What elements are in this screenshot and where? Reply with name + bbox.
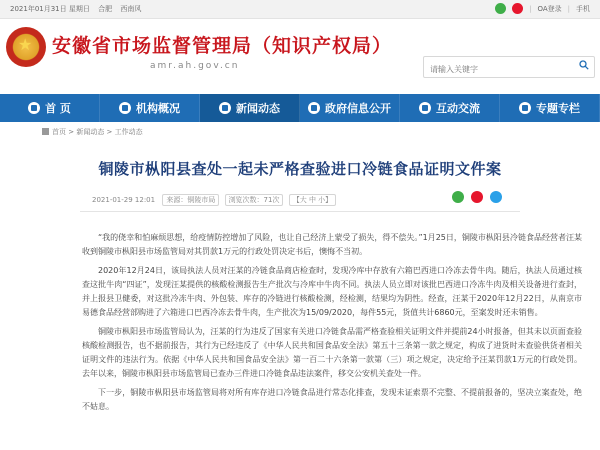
weather-text: 合肥	[98, 5, 113, 13]
site-title[interactable]: 安徽省市场监督管理局（知识产权局）	[52, 35, 393, 57]
search-icon[interactable]	[579, 60, 589, 70]
paragraph: 下一步，铜陵市枞阳县市场监管局将对所有库存进口冷链食品进行常态化排查，发现未证索票不完整、不提前报备的，坚决立案查处，绝不姑息。	[82, 388, 582, 411]
paragraph: “我的侥幸和怕麻烦思想，给疫情防控增加了风险，也让自己经济上蒙受了损失，得不偿失。”1月25日，铜陵市枞阳县冷链食品经营者汪某收到铜陵市枞阳县市场监管局对其罚款1万元的行政处罚决定书后，懊悔不当初。	[82, 233, 582, 256]
mobile-link[interactable]: 手机	[576, 4, 590, 13]
date-text: 2021年01月31日 星期日	[10, 5, 90, 13]
top-utility-bar	[0, 0, 600, 19]
nav-home[interactable]	[0, 94, 100, 122]
breadcrumb	[42, 127, 143, 137]
date-weather	[10, 4, 147, 14]
views-count: 浏览次数：71次	[225, 194, 284, 206]
search-box[interactable]	[423, 56, 595, 78]
search-input[interactable]	[424, 61, 576, 79]
paragraph: 铜陵市枞阳县市场监管局认为，汪某的行为违反了国家有关进口冷链食品需严格查验相关证明文件并提前24小时报备，但其未以页面查验核酸检测报告，也不据前报告，其行为已经违反了《中华人民共和国食品安全法》第五十三条第一款之规定，构成了进货时未查验供货者相关证明文件的违法行为。依据《中华人民共和国食品安全法》第一百二十六条第一款第（三）项之规定，决定给予汪某罚款1万元的行政处罚。去年以来，铜陵市枞阳县市场监管局已查办三件进口冷链食品违法案件，移交公安机关查处一件。	[82, 327, 582, 378]
nav-label: 新闻动态	[236, 102, 280, 115]
nav-label: 政府信息公开	[325, 102, 391, 115]
topic-icon	[519, 102, 531, 114]
paragraph: 2020年12月24日，该局执法人员对汪某的冷链食品商店检查时，发现冷库中存放有六箱巴西进口冷冻去骨牛肉。随后，执法人员通过核查这批牛肉“四证”，发现汪某提供的核酸检测报告生产批次与冷库中牛肉不同。执法人员立即对该批巴西进口冷冻牛肉及相关设备进行查封，并上报县卫健委，对这批冷冻牛肉、外包装、库存的冷链进行核酸检测，经检测，结果均为阴性。经查，汪某于2020年12月22日，从南京市易德食品经营部购进了六箱进口巴西冷冻去骨牛肉，生产批次为15/09/2020，每件55元，货值共计6860元，至案发时还未销售。	[82, 266, 582, 317]
building-icon	[119, 102, 131, 114]
chat-icon	[419, 102, 431, 114]
oa-login-link[interactable]: OA登录	[537, 4, 562, 13]
article-title: 铜陵市枞阳县查处一起未严格查验进口冷链食品证明文件案	[98, 160, 502, 178]
nav-interaction[interactable]	[400, 94, 500, 122]
article-meta	[92, 194, 339, 206]
weibo-icon[interactable]	[512, 3, 523, 14]
article-body	[82, 231, 582, 419]
national-emblem-icon	[6, 27, 46, 67]
publish-date: 2021-01-29 12:01	[92, 196, 156, 204]
qq-share-icon[interactable]	[490, 191, 502, 203]
wechat-share-icon[interactable]	[452, 191, 464, 203]
nav-gov-info[interactable]	[300, 94, 400, 122]
share-buttons	[452, 191, 502, 203]
document-icon	[308, 102, 320, 114]
site-header	[0, 19, 600, 89]
font-size-toggle[interactable]: 【大 中 小】	[289, 194, 336, 206]
nav-news[interactable]	[200, 94, 300, 122]
wechat-icon[interactable]	[495, 3, 506, 14]
nav-label: 专题专栏	[536, 102, 580, 115]
breadcrumb-text[interactable]: 首页 > 新闻动态 > 工作动态	[52, 128, 143, 136]
nav-label: 首 页	[45, 102, 71, 115]
source-label: 来源：铜陵市局	[162, 194, 219, 206]
nav-topics[interactable]	[500, 94, 600, 122]
nav-label: 互动交流	[436, 102, 480, 115]
main-nav	[0, 94, 600, 122]
nav-label: 机构概况	[136, 102, 180, 115]
divider	[80, 211, 520, 212]
site-url: amr.ah.gov.cn	[150, 61, 240, 71]
location-icon	[42, 128, 49, 135]
weather-text-2: 西南风	[120, 5, 142, 13]
weibo-share-icon[interactable]	[471, 191, 483, 203]
top-links: | OA登录 | 手机	[495, 3, 590, 14]
home-icon	[28, 102, 40, 114]
nav-organization[interactable]	[100, 94, 200, 122]
news-icon	[219, 102, 231, 114]
